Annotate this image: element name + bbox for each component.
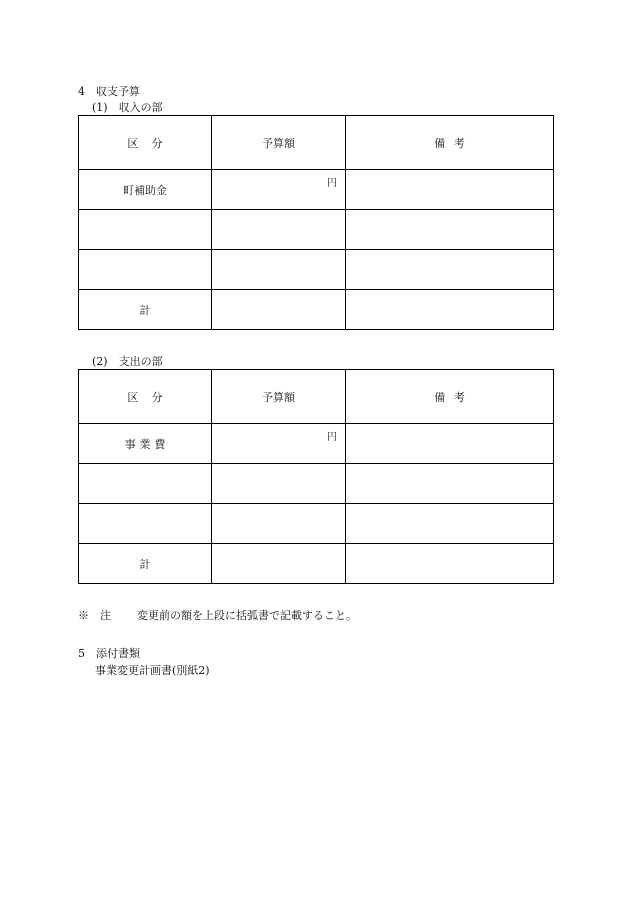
note-text: 変更前の額を上段に括弧書で記載すること。 [137, 609, 357, 622]
expense-row-1-remarks [346, 424, 554, 464]
expense-header-category: 区分 [79, 370, 212, 424]
table-row [79, 250, 554, 290]
table-row [79, 424, 554, 464]
expense-header-remarks: 備考 [346, 370, 554, 424]
expense-row-1-category: 事業費 [79, 424, 212, 464]
income-row-3-category [79, 250, 212, 290]
income-row-1-budget [212, 170, 346, 210]
income-header-remarks: 備考 [346, 116, 554, 170]
table-row [79, 464, 554, 504]
expense-row-2-budget [212, 464, 346, 504]
income-header-budget: 予算額 [212, 116, 346, 170]
yen-unit: 円 [327, 178, 337, 189]
income-row-1-remarks [346, 170, 554, 210]
income-row-1-category: 町補助金 [79, 170, 212, 210]
expense-row-3-remarks [346, 504, 554, 544]
attachment-item: 事業変更計画書(別紙2) [95, 664, 210, 677]
expense-row-1-budget [212, 424, 346, 464]
income-row-3-budget [212, 250, 346, 290]
expense-row-2-category [79, 464, 212, 504]
expense-row-2-remarks [346, 464, 554, 504]
expense-total-remarks [346, 544, 554, 584]
expense-header-row [79, 370, 554, 424]
income-total-row [79, 290, 554, 330]
income-total-label: 計 [79, 290, 212, 330]
expense-subheading: (2) 支出の部 [92, 355, 163, 368]
expense-row-3-category [79, 504, 212, 544]
section-4-heading: 4 収支予算 [78, 85, 140, 98]
table-row [79, 210, 554, 250]
income-header-category: 区分 [79, 116, 212, 170]
income-row-2-category [79, 210, 212, 250]
income-row-2-budget [212, 210, 346, 250]
income-total-remarks [346, 290, 554, 330]
expense-total-row [79, 544, 554, 584]
table-row [79, 170, 554, 210]
section-5-heading: 5 添付書類 [78, 647, 140, 660]
expense-row-3-budget [212, 504, 346, 544]
expense-header-budget: 予算額 [212, 370, 346, 424]
income-subheading: (1) 収入の部 [92, 101, 163, 114]
expense-total-label: 計 [79, 544, 212, 584]
yen-unit: 円 [327, 432, 337, 443]
expense-table [78, 369, 554, 584]
note-mark: ※ 注 [78, 609, 111, 622]
income-row-3-remarks [346, 250, 554, 290]
table-row [79, 504, 554, 544]
income-header-row [79, 116, 554, 170]
income-row-2-remarks [346, 210, 554, 250]
income-table [78, 115, 554, 330]
income-total-budget [212, 290, 346, 330]
expense-total-budget [212, 544, 346, 584]
